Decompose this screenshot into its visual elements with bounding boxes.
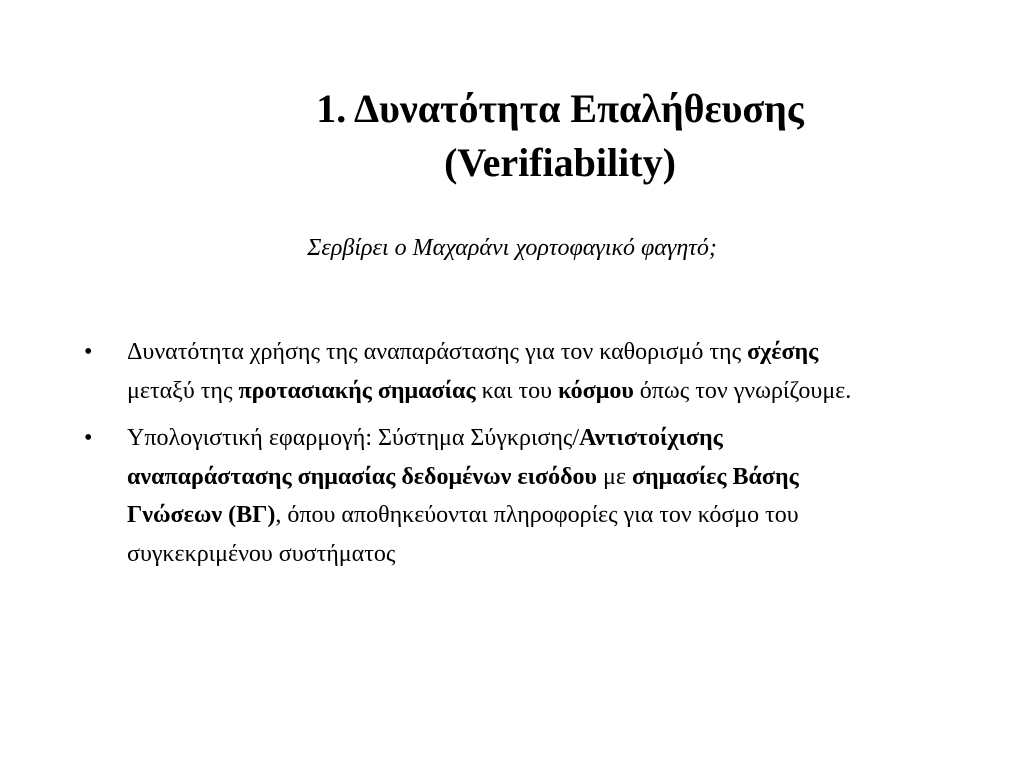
bullet-bold-term: Αντιστοίχισης αναπαράστασης σημασίας δεδομένων εισόδου xyxy=(127,425,723,490)
bullet-bold-term: προτασιακής σημασίας xyxy=(238,377,476,404)
bullet-text: και του xyxy=(475,377,559,404)
title-line-2: (Verifiability) xyxy=(444,140,676,185)
bullet-bold-term: σημασίες Βάσης Γνώσεων (ΒΓ) xyxy=(127,463,799,528)
bullet-item-computational-application xyxy=(84,419,884,573)
bullet-text: με xyxy=(597,463,632,490)
slide-title xyxy=(250,82,870,190)
bullet-list xyxy=(84,333,884,582)
title-line-1: 1. Δυνατότητα Επαλήθευσης xyxy=(316,86,804,131)
bullet-point-icon: • xyxy=(84,339,93,365)
bullet-text: όπως τον γνωρίζουμε. xyxy=(633,377,852,404)
slide-subtitle: Σερβίρει ο Μαχαράνι χορτοφαγικό φαγητό; xyxy=(307,235,717,261)
bullet-text: μεταξύ της xyxy=(127,377,239,404)
bullet-bold-term: σχέσης xyxy=(747,339,819,365)
bullet-point-icon: • xyxy=(84,425,93,451)
bullet-text: Υπολογιστική εφαρμογή: Σύστημα Σύγκρισης/ xyxy=(127,425,580,451)
bullet-item-verifiability-definition xyxy=(84,333,884,410)
bullet-text: , όπου αποθηκεύονται πληροφορίες για τον κόσμο του συγκεκριμένου συστήματος xyxy=(127,502,799,567)
bullet-text: Δυνατότητα χρήσης της αναπαράστασης για τον καθορισμό της xyxy=(127,339,748,365)
bullet-bold-term: κόσμου xyxy=(558,377,634,404)
